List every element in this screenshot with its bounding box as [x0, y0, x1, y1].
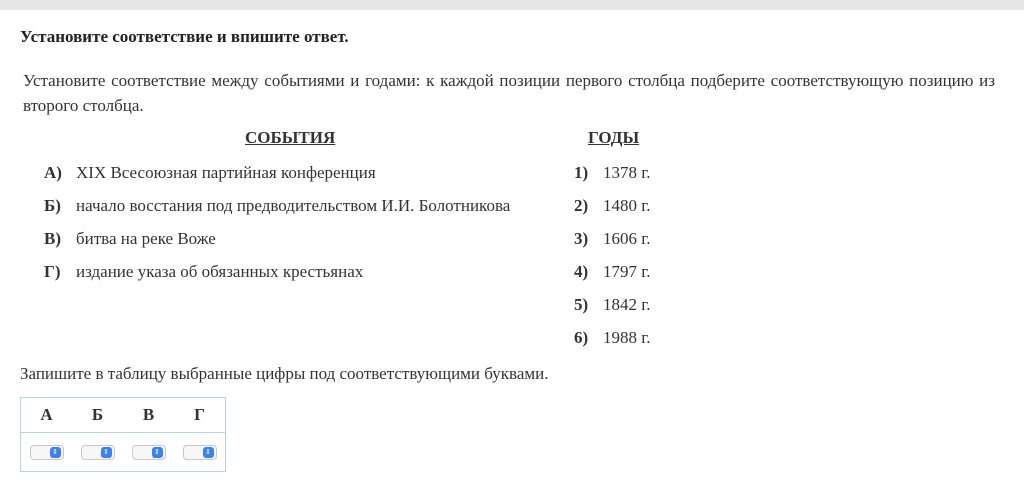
- event-text: издание указа об обязанных крестьянах: [76, 262, 364, 281]
- year-text: 1988 г.: [603, 328, 651, 347]
- event-letter: Б): [44, 196, 61, 215]
- year-number: 4): [574, 262, 589, 281]
- event-letter: Г): [44, 262, 61, 281]
- event-row: [44, 194, 510, 218]
- year-text: 1606 г.: [603, 229, 651, 248]
- event-row: [44, 227, 216, 251]
- event-text: XIX Всесоюзная партийная конференция: [76, 163, 376, 182]
- year-number: 2): [574, 196, 589, 215]
- events-column-title: СОБЫТИЯ: [245, 128, 336, 147]
- answer-header-a: А: [21, 398, 73, 433]
- task-header: Установите соответствие и впишите ответ.: [20, 27, 349, 46]
- year-text: 1480 г.: [603, 196, 651, 215]
- answer-select-g[interactable]: [183, 445, 217, 460]
- answer-select-v[interactable]: [132, 445, 166, 460]
- event-text: начало восстания под предводительством И.И. Болотникова: [76, 196, 511, 215]
- year-row: [574, 161, 651, 185]
- event-letter: А): [44, 163, 62, 182]
- year-row: [574, 194, 651, 218]
- task-intro: Установите соответствие между событиями и годами: к каждой позиции первого столбца подберите соответствующую позицию из второго столбца.: [23, 71, 995, 115]
- year-row: [574, 326, 651, 350]
- year-text: 1842 г.: [603, 295, 651, 314]
- year-row: [574, 227, 651, 251]
- event-letter: В): [44, 229, 61, 248]
- year-number: 5): [574, 295, 589, 314]
- event-row: [44, 260, 363, 284]
- answer-select-row: [21, 433, 226, 472]
- answer-instruction: Запишите в таблицу выбранные цифры под соответствующими буквами.: [20, 364, 549, 383]
- year-text: 1797 г.: [603, 262, 651, 281]
- event-text: битва на реке Воже: [76, 229, 216, 248]
- updown-chevron-icon: ⇕: [203, 447, 214, 458]
- updown-chevron-icon: ⇕: [50, 447, 61, 458]
- answer-header-row: [21, 398, 226, 433]
- years-column-title: ГОДЫ: [588, 128, 640, 147]
- updown-chevron-icon: ⇕: [101, 447, 112, 458]
- answer-select-b[interactable]: [81, 445, 115, 460]
- answer-header-g: Г: [174, 398, 226, 433]
- year-number: 1): [574, 163, 589, 182]
- answer-table: [20, 397, 226, 472]
- year-text: 1378 г.: [603, 163, 651, 182]
- answer-select-a[interactable]: [30, 445, 64, 460]
- updown-chevron-icon: ⇕: [152, 447, 163, 458]
- answer-header-b: Б: [72, 398, 123, 433]
- year-row: [574, 293, 651, 317]
- year-number: 6): [574, 328, 589, 347]
- answer-header-v: В: [123, 398, 174, 433]
- event-row: [44, 161, 376, 185]
- year-number: 3): [574, 229, 589, 248]
- year-row: [574, 260, 651, 284]
- top-bar: [0, 0, 1024, 10]
